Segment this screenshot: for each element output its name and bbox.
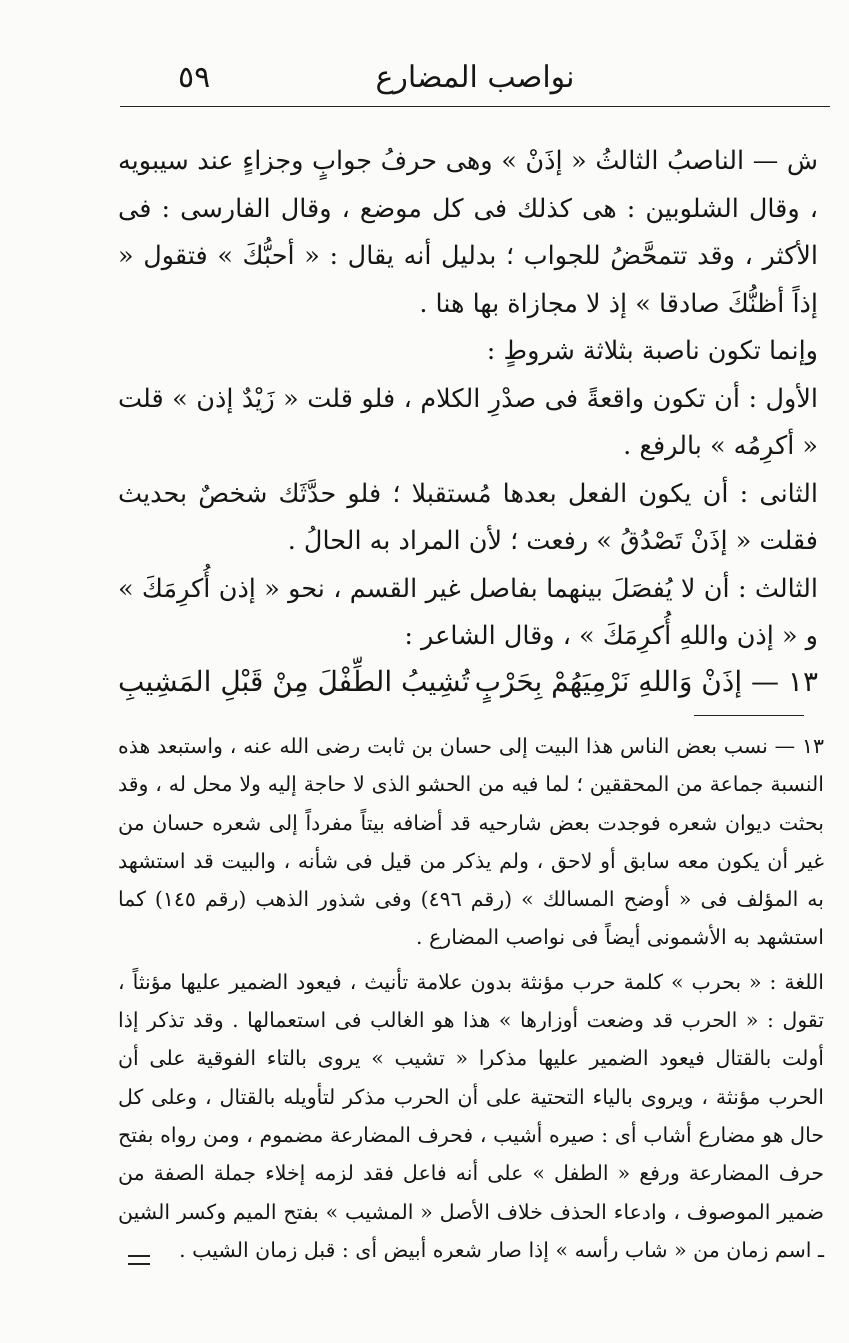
- paragraph: وإنما تكون ناصبة بثلاثة شروطٍ :: [486, 336, 818, 366]
- page-header: [120, 52, 830, 107]
- paragraph: الأول : أن تكون واقعةً فى صدْرِ الكلام ، فلو قلت « زَيْدٌ إذن » قلت « أكرِمُه » بالرفع .: [118, 383, 818, 461]
- paragraph: الثانى : أن يكون الفعل بعدها مُستقبلا ؛ فلو حدَّثَك شخصٌ بحديث فقلت « إذَنْ تَصْدُقُ » رفعت ؛ لأن المراد به الحالُ .: [118, 478, 818, 556]
- footnote-paragraph: اللغة : « بحرب » كلمة حرب مؤنثة بدون علامة تأنيث ، فيعود الضمير عليها مؤنثاً ، تقول : « الحرب قد وضعت أوزارها » هذا هو الغالب فى استعمالها . وقد تذكر إذا أولت بالقتال فيعود الضمير عليها مذكرا « تشيب » يروى بالتاء الفوقية على أن الحرب مؤنثة ، ويروى بالياء التحتية على أن الحرب مذكر لتأويله بالقتال ، وعلى كل حال هو مضارع أشاب أى : صيره أشيب ، فحرف المضارعة مضموم ، ومن رواه بفتح حرف المضارعة ورفع « الطفل » على أنه فاعل فقد لزمه إخلاء جملة الصفة من ضمير الموصوف ، وادعاء الحذف خلاف الأصل « المشيب » بفتح الميم وكسر الشين ـ اسم زمان من « شاب رأسه » إذا صار شعره أبيض أى : قبل زمان الشيب .: [118, 969, 824, 1262]
- running-title: نواصب المضارع: [375, 60, 575, 95]
- verse-second-hemistich: تُشِيبُ الطِّفْلَ مِنْ قَبْلِ المَشِيبِ: [118, 665, 470, 698]
- page-number: ٥٩: [178, 60, 211, 95]
- footnotes: [118, 727, 824, 1269]
- poetry-verse: [118, 662, 818, 702]
- main-text: [118, 138, 818, 661]
- paragraph: الثالث : أن لا يُفصَلَ بينهما بفاصل غير القسم ، نحو « إذن أُكرِمَكَ » و « إذن واللهِ أُكرِمَكَ » ، وقال الشاعر :: [118, 573, 818, 651]
- footnote-separator: [694, 715, 804, 716]
- verse-first-hemistich: ١٣ — إذَنْ وَاللهِ نَرْمِيَهُمْ بِحَرْبٍ: [474, 665, 818, 698]
- footnote-paragraph: ١٣ — نسب بعض الناس هذا البيت إلى حسان بن ثابت رضى الله عنه ، واستبعد هذه النسبة جماعة من المحققين ؛ لما فيه من الحشو الذى لا حاجة إليه ولا محل له ، وقد بحثت ديوان شعره فوجدت بعض شارحيه قد أضافه بيتاً مفرداً إلى شعره حسان من غير أن يكون معه سابق أو لاحق ، ولم يذكر من قيل فى شأنه ، والبيت قد استشهد به المؤلف فى « أوضح المسالك » (رقم ٤٩٦) وفى شذور الذهب (رقم ١٤٥) كما استشهد به الأشمونى أيضاً فى نواصب المضارع .: [118, 734, 824, 950]
- continuation-mark: [128, 1255, 150, 1257]
- paragraph: ش — الناصبُ الثالثُ « إذَنْ » وهى حرفُ جوابٍ وجزاءٍ عند سيبويه ، وقال الشلوبين : هى كذلك فى كل موضع ، وقال الفارسى : فى الأكثر ، وقد تتمحَّضُ للجواب ؛ بدليل أنه يقال : « أحبُّكَ » فتقول « إذاً أظنُّكَ صادقا » إذ لا مجازاة بها هنا .: [118, 146, 818, 319]
